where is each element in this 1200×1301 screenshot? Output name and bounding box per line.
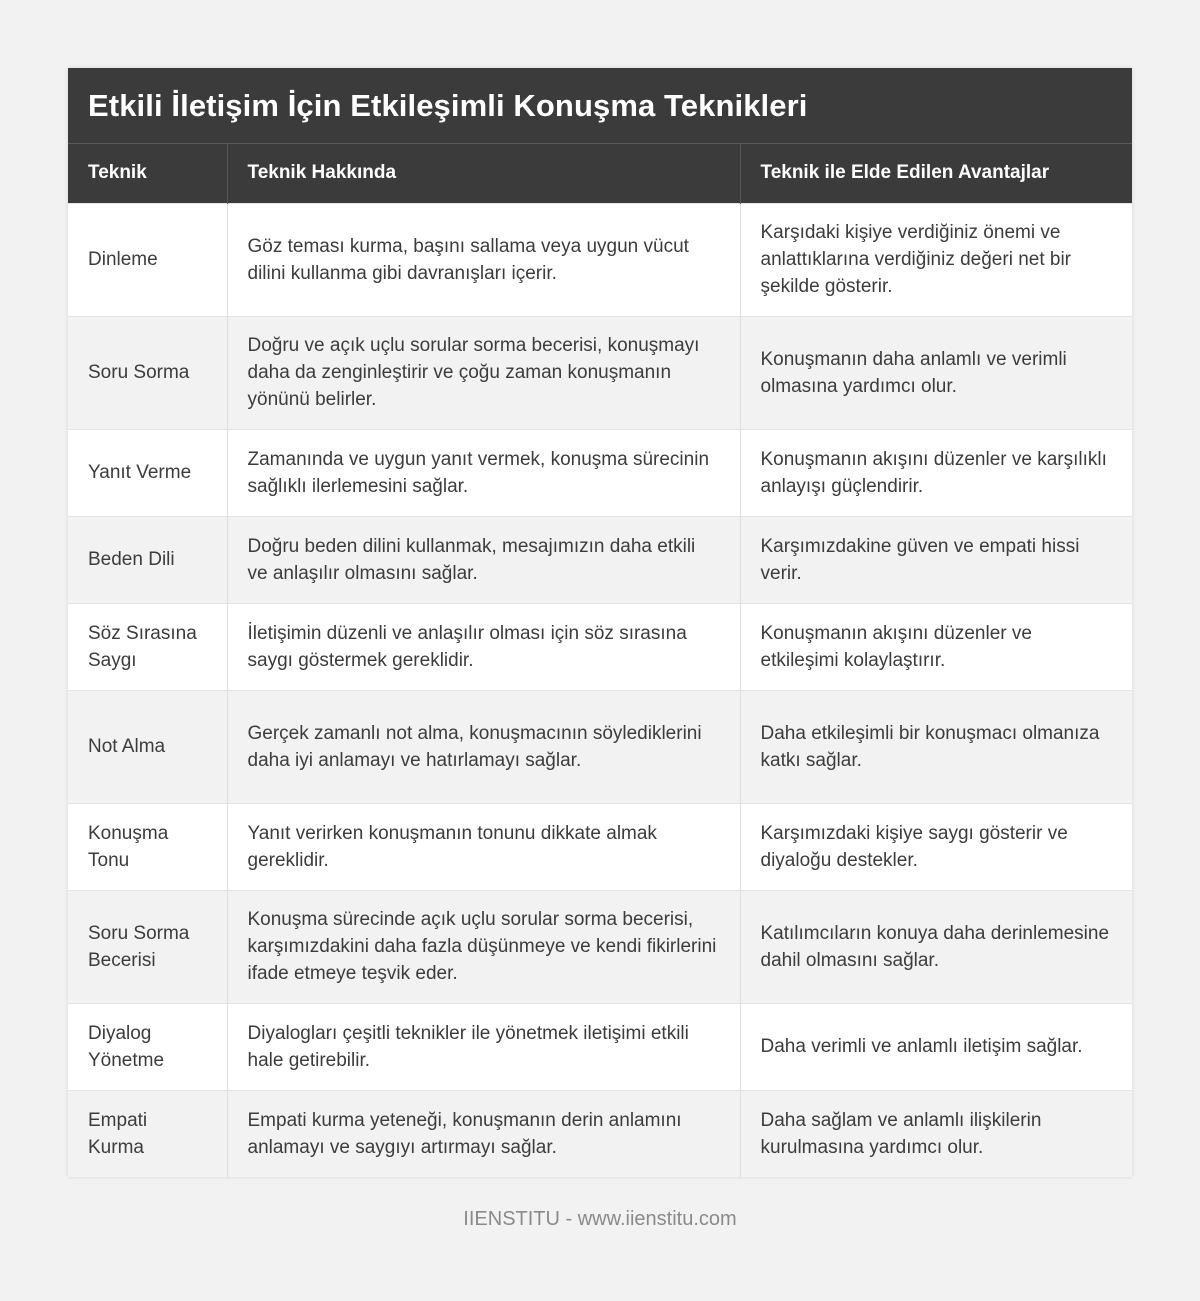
technique-cell: Soru Sorma xyxy=(68,316,227,429)
description-cell: Göz teması kurma, başını sallama veya uygun vücut dilini kullanma gibi davranışları içerir. xyxy=(227,203,740,316)
table-card xyxy=(68,68,1132,1177)
advantage-cell: Daha etkileşimli bir konuşmacı olmanıza katkı sağlar. xyxy=(740,690,1132,803)
technique-cell: Diyalog Yönetme xyxy=(68,1003,227,1090)
table-row xyxy=(68,890,1132,1003)
advantage-cell: Karşıdaki kişiye verdiğiniz önemi ve anlattıklarına verdiğiniz değeri net bir şekilde gösterir. xyxy=(740,203,1132,316)
table-row xyxy=(68,603,1132,690)
table-row xyxy=(68,690,1132,803)
technique-cell: Beden Dili xyxy=(68,516,227,603)
table-row xyxy=(68,803,1132,890)
column-header-avantajlar: Teknik ile Elde Edilen Avantajlar xyxy=(740,144,1132,203)
table-row xyxy=(68,516,1132,603)
description-cell: Konuşma sürecinde açık uçlu sorular sorma becerisi, karşımızdakini daha fazla düşünmeye ve kendi fikirlerini ifade etmeye teşvik eder. xyxy=(227,890,740,1003)
technique-cell: Dinleme xyxy=(68,203,227,316)
table-row xyxy=(68,1090,1132,1177)
advantage-cell: Konuşmanın akışını düzenler ve karşılıklı anlayışı güçlendirir. xyxy=(740,429,1132,516)
column-header-teknik-hakkinda: Teknik Hakkında xyxy=(227,144,740,203)
description-cell: İletişimin düzenli ve anlaşılır olması için söz sırasına saygı göstermek gereklidir. xyxy=(227,603,740,690)
table-row xyxy=(68,429,1132,516)
advantage-cell: Karşımızdaki kişiye saygı gösterir ve diyaloğu destekler. xyxy=(740,803,1132,890)
table-row xyxy=(68,203,1132,316)
technique-cell: Soru Sorma Becerisi xyxy=(68,890,227,1003)
title-bar xyxy=(68,68,1132,144)
advantage-cell: Konuşmanın daha anlamlı ve verimli olmasına yardımcı olur. xyxy=(740,316,1132,429)
description-cell: Diyalogları çeşitli teknikler ile yönetmek iletişimi etkili hale getirebilir. xyxy=(227,1003,740,1090)
advantage-cell: Katılımcıların konuya daha derinlemesine dahil olmasını sağlar. xyxy=(740,890,1132,1003)
table-row xyxy=(68,1003,1132,1090)
page-title: Etkili İletişim İçin Etkileşimli Konuşma Teknikleri xyxy=(88,87,808,123)
column-header-teknik: Teknik xyxy=(68,144,227,203)
technique-cell: Not Alma xyxy=(68,690,227,803)
techniques-table xyxy=(68,144,1132,1177)
advantage-cell: Karşımızdakine güven ve empati hissi verir. xyxy=(740,516,1132,603)
table-header-row xyxy=(68,144,1132,203)
description-cell: Doğru beden dilini kullanmak, mesajımızın daha etkili ve anlaşılır olmasını sağlar. xyxy=(227,516,740,603)
description-cell: Empati kurma yeteneği, konuşmanın derin anlamını anlamayı ve saygıyı artırmayı sağlar. xyxy=(227,1090,740,1177)
table-row xyxy=(68,316,1132,429)
advantage-cell: Daha verimli ve anlamlı iletişim sağlar. xyxy=(740,1003,1132,1090)
description-cell: Yanıt verirken konuşmanın tonunu dikkate almak gereklidir. xyxy=(227,803,740,890)
technique-cell: Söz Sırasına Saygı xyxy=(68,603,227,690)
advantage-cell: Daha sağlam ve anlamlı ilişkilerin kurulmasına yardımcı olur. xyxy=(740,1090,1132,1177)
description-cell: Gerçek zamanlı not alma, konuşmacının söylediklerini daha iyi anlamayı ve hatırlamayı sağlar. xyxy=(227,690,740,803)
description-cell: Zamanında ve uygun yanıt vermek, konuşma sürecinin sağlıklı ilerlemesini sağlar. xyxy=(227,429,740,516)
technique-cell: Yanıt Verme xyxy=(68,429,227,516)
technique-cell: Empati Kurma xyxy=(68,1090,227,1177)
technique-cell: Konuşma Tonu xyxy=(68,803,227,890)
footer-credit: IIENSTITU - www.iienstitu.com xyxy=(463,1208,737,1230)
advantage-cell: Konuşmanın akışını düzenler ve etkileşimi kolaylaştırır. xyxy=(740,603,1132,690)
description-cell: Doğru ve açık uçlu sorular sorma becerisi, konuşmayı daha da zenginleştirir ve çoğu zaman konuşmanın yönünü belirler. xyxy=(227,316,740,429)
